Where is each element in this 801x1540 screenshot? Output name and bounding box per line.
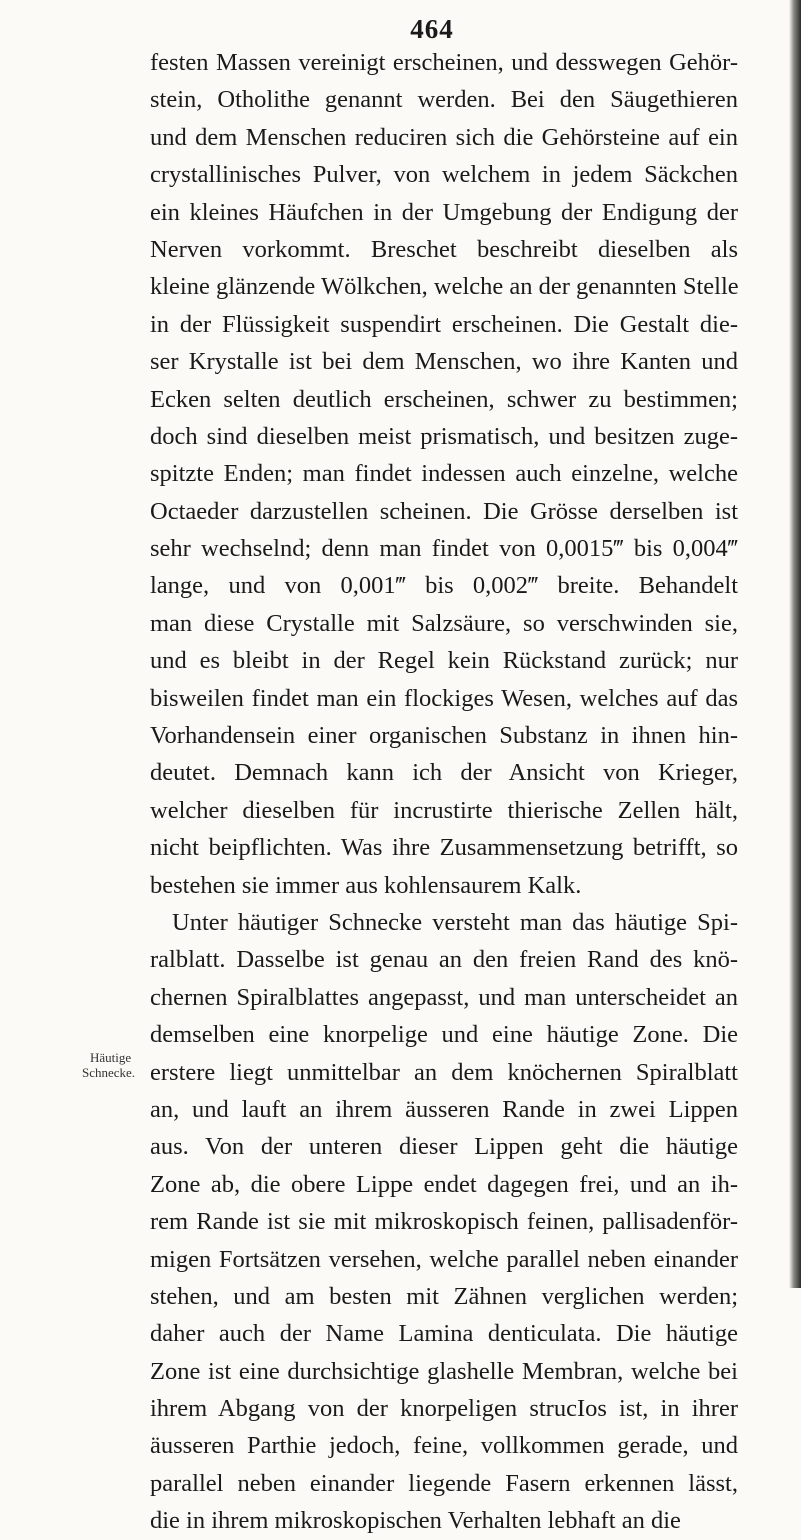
text-line: kleine glänzende Wölkchen, welche an der genannten Stelle bbox=[150, 273, 739, 301]
text-line: crystallinisches Pulver, von welchem in jedem Säckchen bbox=[150, 161, 738, 189]
text-line: parallel neben einander liegende Fasern erkennen lässt, bbox=[150, 1469, 738, 1497]
text-line: Ecken selten deutlich erscheinen, schwer zu bestimmen; bbox=[150, 385, 738, 413]
text-line: die in ihrem mikroskopischen Verhalten lebhaft an die bbox=[150, 1507, 681, 1535]
text-line: lange, und von 0,001‴ bis 0,002‴ breite. Behandelt bbox=[150, 572, 738, 600]
text-line: man diese Crystalle mit Salzsäure, so verschwinden sie, bbox=[150, 609, 738, 637]
page-number: 464 bbox=[410, 14, 454, 44]
text-line: rem Rande ist sie mit mikroskopisch feinen, pallisadenför- bbox=[150, 1208, 738, 1236]
text-line: daher auch der Name Lamina denticulata. Die häutige bbox=[150, 1320, 738, 1348]
text-line: festen Massen vereinigt erscheinen, und desswegen Gehör- bbox=[150, 49, 738, 76]
text-line: Zone ist eine durchsichtige glashelle Membran, welche bei bbox=[150, 1357, 738, 1385]
text-line: deutet. Demnach kann ich der Ansicht von Krieger, bbox=[150, 759, 738, 787]
text-line: demselben eine knorpelige und eine häutige Zone. Die bbox=[150, 1021, 738, 1049]
text-line: chernen Spiralblattes angepasst, und man unterscheidet an bbox=[150, 983, 738, 1011]
text-line: bisweilen findet man ein flockiges Wesen, welches auf das bbox=[150, 684, 738, 712]
text-line: äusseren Parthie jedoch, feine, vollkommen gerade, und bbox=[150, 1432, 738, 1460]
body-text bbox=[150, 44, 738, 1540]
text-line: erstere liegt unmittelbar an dem knöchernen Spiralblatt bbox=[150, 1058, 738, 1086]
margin-note-line: Häutige bbox=[90, 1050, 132, 1065]
margin-note bbox=[82, 1050, 150, 1080]
text-line: stein, Otholithe genannt werden. Bei den Säugethieren bbox=[150, 86, 738, 114]
text-line: und es bleibt in der Regel kein Rückstand zurück; nur bbox=[150, 647, 738, 675]
text-line: ser Krystalle ist bei dem Menschen, wo ihre Kanten und bbox=[150, 348, 738, 376]
page-binding-edge bbox=[789, 0, 801, 1288]
text-line: doch sind dieselben meist prismatisch, und besitzen zuge- bbox=[150, 422, 738, 450]
margin-note-line: Schnecke. bbox=[82, 1065, 136, 1080]
text-line: und dem Menschen reduciren sich die Gehörsteine auf ein bbox=[150, 123, 738, 151]
text-line: Unter häutiger Schnecke versteht man das häutige Spi- bbox=[172, 908, 738, 936]
text-line: Nerven vorkommt. Breschet beschreibt dieselben als bbox=[150, 235, 738, 263]
text-line: Octaeder darzustellen scheinen. Die Grösse derselben ist bbox=[150, 497, 738, 525]
text-line: ralblatt. Dasselbe ist genau an den freien Rand des knö- bbox=[150, 946, 738, 974]
text-line: nicht beipflichten. Was ihre Zusammensetzung betrifft, so bbox=[150, 834, 738, 862]
text-line: aus. Von der unteren dieser Lippen geht die häutige bbox=[150, 1133, 738, 1161]
text-line: welcher dieselben für incrustirte thierische Zellen hält, bbox=[150, 796, 738, 824]
text-line: bestehen sie immer aus kohlensaurem Kalk. bbox=[150, 871, 582, 899]
text-line: migen Fortsätzen versehen, welche parallel neben einander bbox=[150, 1245, 738, 1273]
text-line: spitzte Enden; man findet indessen auch einzelne, welche bbox=[150, 460, 738, 488]
text-line: ein kleines Häufchen in der Umgebung der Endigung der bbox=[150, 198, 738, 226]
text-line: in der Flüssigkeit suspendirt erscheinen. Die Gestalt die- bbox=[150, 310, 738, 338]
text-line: sehr wechselnd; denn man findet von 0,0015‴ bis 0,004‴ bbox=[150, 535, 738, 563]
text-line: Vorhandensein einer organischen Substanz in ihnen hin- bbox=[150, 722, 738, 750]
text-line: stehen, und am besten mit Zähnen verglichen werden; bbox=[150, 1282, 738, 1310]
text-line: Zone ab, die obere Lippe endet dagegen frei, und an ih- bbox=[150, 1170, 738, 1198]
text-line: ihrem Abgang von der knorpeligen strucIos ist, in ihrer bbox=[150, 1395, 738, 1423]
text-line: an, und lauft an ihrem äusseren Rande in zwei Lippen bbox=[150, 1095, 738, 1123]
